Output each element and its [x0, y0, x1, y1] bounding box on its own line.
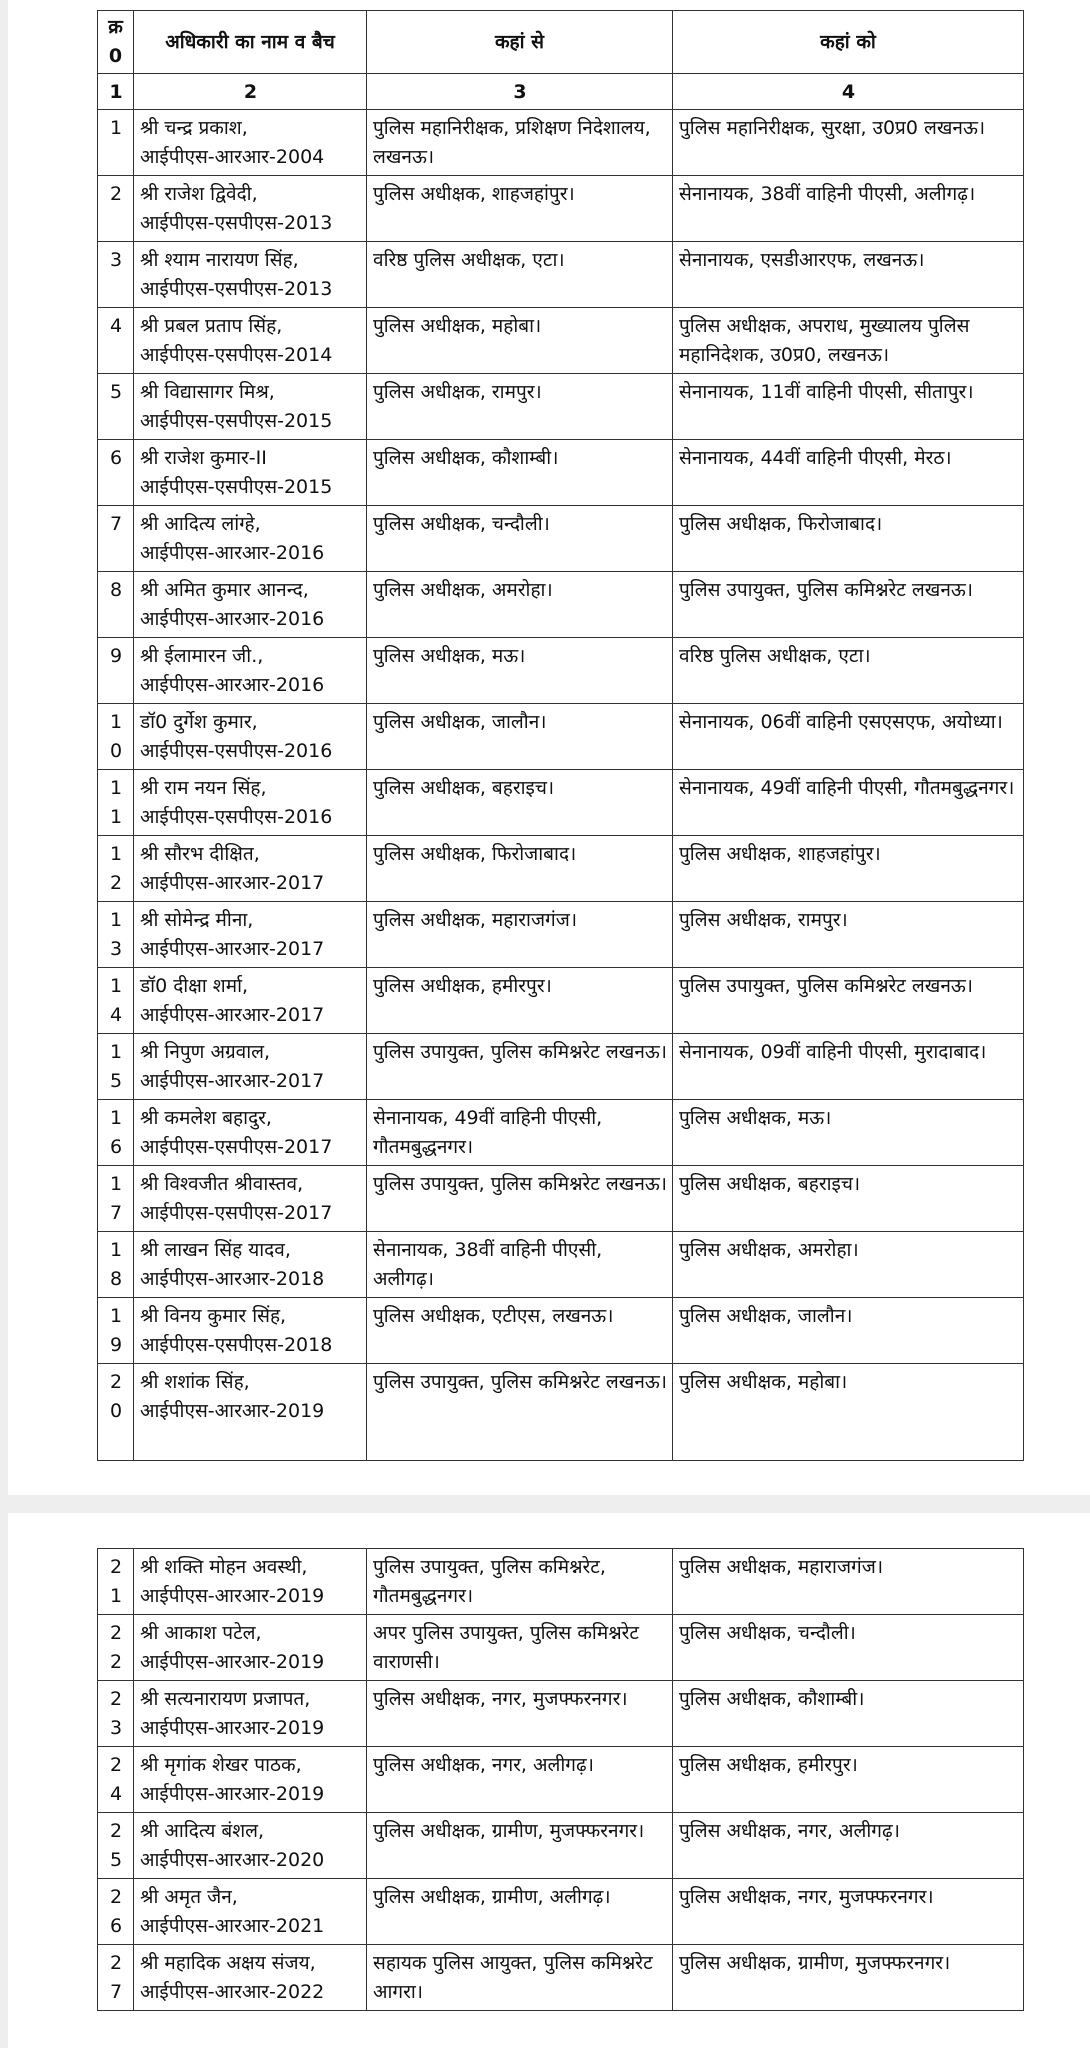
posted-to: सेनानायक, 06वीं वाहिनी एसएसएफ, अयोध्या। — [673, 704, 1024, 770]
officer-batch: आईपीएस-एसपीएस-2017 — [140, 1136, 333, 1158]
table-header-row — [98, 11, 1024, 74]
column-number: 4 — [673, 74, 1024, 110]
serial-number: 11 — [98, 770, 134, 836]
column-number: 3 — [367, 74, 673, 110]
column-number-row — [98, 74, 1024, 110]
serial-number: 16 — [98, 1100, 134, 1166]
table-row — [98, 770, 1024, 836]
table-row — [98, 572, 1024, 638]
table-row — [98, 638, 1024, 704]
posted-to: सेनानायक, 44वीं वाहिनी पीएसी, मेरठ। — [673, 440, 1024, 506]
table-row — [98, 506, 1024, 572]
posted-to: पुलिस अधीक्षक, शाहजहांपुर। — [673, 836, 1024, 902]
table-row — [98, 1100, 1024, 1166]
officer-name: श्री ईलामारन जी., — [140, 645, 264, 667]
officer-name: श्री अमित कुमार आनन्द, — [140, 579, 309, 601]
officer-batch: आईपीएस-एसपीएस-2017 — [140, 1202, 333, 1224]
table-row — [98, 836, 1024, 902]
posted-to: पुलिस अधीक्षक, कौशाम्बी। — [673, 1681, 1024, 1747]
officer-name: श्री सौरभ दीक्षित, — [140, 843, 260, 865]
officer-batch: आईपीएस-एसपीएस-2013 — [140, 278, 333, 300]
officer-name: श्री मृगांक शेखर पाठक, — [140, 1754, 302, 1776]
serial-number: 8 — [98, 572, 134, 638]
officer-name: श्री शशांक सिंह, — [140, 1371, 250, 1393]
serial-number: 26 — [98, 1879, 134, 1945]
posted-to: सेनानायक, 11वीं वाहिनी पीएसी, सीतापुर। — [673, 374, 1024, 440]
serial-number: 19 — [98, 1298, 134, 1364]
posted-to: पुलिस अधीक्षक, रामपुर। — [673, 902, 1024, 968]
posted-to: सेनानायक, एसडीआरएफ, लखनऊ। — [673, 242, 1024, 308]
serial-number: 23 — [98, 1681, 134, 1747]
serial-number: 5 — [98, 374, 134, 440]
posted-to: पुलिस अधीक्षक, हमीरपुर। — [673, 1747, 1024, 1813]
serial-number: 2 — [98, 176, 134, 242]
serial-number: 20 — [98, 1364, 134, 1461]
officer-cell — [134, 1166, 367, 1232]
officer-batch: आईपीएस-आरआर-2016 — [140, 542, 325, 564]
officer-batch: आईपीएस-आरआर-2018 — [140, 1268, 325, 1290]
column-number: 2 — [134, 74, 367, 110]
serial-number: 14 — [98, 968, 134, 1034]
header-to: कहां को — [673, 11, 1024, 74]
posted-from: पुलिस अधीक्षक, अमरोहा। — [367, 572, 673, 638]
posted-from: वरिष्ठ पुलिस अधीक्षक, एटा। — [367, 242, 673, 308]
officer-cell — [134, 1615, 367, 1681]
officer-batch: आईपीएस-आरआर-2017 — [140, 872, 325, 894]
table-row — [98, 902, 1024, 968]
officer-cell — [134, 308, 367, 374]
posted-to: पुलिस अधीक्षक, नगर, अलीगढ़। — [673, 1813, 1024, 1879]
officer-name: श्री विद्यासागर मिश्र, — [140, 381, 275, 403]
posted-from: पुलिस अधीक्षक, महोबा। — [367, 308, 673, 374]
officer-name: श्री चन्द्र प्रकाश, — [140, 117, 248, 139]
officer-batch: आईपीएस-आरआर-2021 — [140, 1915, 325, 1937]
table-row — [98, 374, 1024, 440]
officer-batch: आईपीएस-आरआर-2019 — [140, 1400, 325, 1422]
table-row — [98, 308, 1024, 374]
officer-name: श्री शक्ति मोहन अवस्थी, — [140, 1556, 308, 1578]
header-officer-name: अधिकारी का नाम व बैच — [134, 11, 367, 74]
officer-cell — [134, 638, 367, 704]
officer-cell — [134, 902, 367, 968]
posted-to: पुलिस अधीक्षक, चन्दौली। — [673, 1615, 1024, 1681]
officer-batch: आईपीएस-आरआर-2016 — [140, 608, 325, 630]
officer-cell — [134, 704, 367, 770]
posted-to: सेनानायक, 38वीं वाहिनी पीएसी, अलीगढ़। — [673, 176, 1024, 242]
posted-from: पुलिस उपायुक्त, पुलिस कमिश्नरेट लखनऊ। — [367, 1034, 673, 1100]
officer-cell — [134, 968, 367, 1034]
officer-batch: आईपीएस-एसपीएस-2018 — [140, 1334, 333, 1356]
posted-from: पुलिस अधीक्षक, शाहजहांपुर। — [367, 176, 673, 242]
officer-batch: आईपीएस-आरआर-2019 — [140, 1585, 325, 1607]
officer-batch: आईपीएस-आरआर-2022 — [140, 1981, 325, 2003]
serial-number: 13 — [98, 902, 134, 968]
table-row — [98, 440, 1024, 506]
serial-number: 1 — [98, 110, 134, 176]
posted-to: वरिष्ठ पुलिस अधीक्षक, एटा। — [673, 638, 1024, 704]
serial-number: 10 — [98, 704, 134, 770]
officer-cell — [134, 1232, 367, 1298]
posted-to: पुलिस अधीक्षक, ग्रामीण, मुजफ्फरनगर। — [673, 1945, 1024, 2011]
officer-name: श्री कमलेश बहादुर, — [140, 1107, 272, 1129]
officer-cell — [134, 1681, 367, 1747]
officer-name: श्री विनय कुमार सिंह, — [140, 1305, 287, 1327]
table-row — [98, 1879, 1024, 1945]
officer-name: श्री राजेश द्विवेदी, — [140, 183, 258, 205]
serial-number: 21 — [98, 1549, 134, 1615]
table-row — [98, 1615, 1024, 1681]
officer-batch: आईपीएस-आरआर-2019 — [140, 1651, 325, 1673]
posted-from: सेनानायक, 38वीं वाहिनी पीएसी, अलीगढ़। — [367, 1232, 673, 1298]
officer-name: श्री सत्यनारायण प्रजापत, — [140, 1688, 311, 1710]
officer-cell — [134, 770, 367, 836]
header-from: कहां से — [367, 11, 673, 74]
column-number: 1 — [98, 74, 134, 110]
officer-name: श्री महादिक अक्षय संजय, — [140, 1952, 316, 1974]
posted-to: पुलिस अधीक्षक, नगर, मुजफ्फरनगर। — [673, 1879, 1024, 1945]
posted-to: पुलिस उपायुक्त, पुलिस कमिश्नरेट लखनऊ। — [673, 572, 1024, 638]
header-serial: क्र0 — [98, 11, 134, 74]
officer-batch: आईपीएस-एसपीएस-2014 — [140, 344, 333, 366]
transfer-table-page-1 — [97, 10, 1024, 1461]
posted-to: पुलिस उपायुक्त, पुलिस कमिश्नरेट लखनऊ। — [673, 968, 1024, 1034]
officer-batch: आईपीएस-आरआर-2016 — [140, 674, 325, 696]
officer-batch: आईपीएस-आरआर-2019 — [140, 1783, 325, 1805]
officer-name: श्री राम नयन सिंह, — [140, 777, 267, 799]
posted-from: सहायक पुलिस आयुक्त, पुलिस कमिश्नरेट आगरा। — [367, 1945, 673, 2011]
table-row — [98, 1945, 1024, 2011]
officer-cell — [134, 176, 367, 242]
page-1 — [8, 0, 1090, 1495]
officer-name: श्री आदित्य बंशल, — [140, 1820, 265, 1842]
posted-from: पुलिस अधीक्षक, बहराइच। — [367, 770, 673, 836]
posted-from: पुलिस अधीक्षक, महाराजगंज। — [367, 902, 673, 968]
table-row — [98, 110, 1024, 176]
posted-from: पुलिस अधीक्षक, हमीरपुर। — [367, 968, 673, 1034]
officer-cell — [134, 1879, 367, 1945]
serial-number: 18 — [98, 1232, 134, 1298]
posted-to: पुलिस अधीक्षक, बहराइच। — [673, 1166, 1024, 1232]
table-body-page-1 — [98, 110, 1024, 1461]
officer-cell — [134, 1364, 367, 1461]
officer-batch: आईपीएस-आरआर-2017 — [140, 938, 325, 960]
serial-number: 4 — [98, 308, 134, 374]
table-row — [98, 242, 1024, 308]
posted-from: पुलिस अधीक्षक, फिरोजाबाद। — [367, 836, 673, 902]
officer-cell — [134, 1034, 367, 1100]
table-row — [98, 1813, 1024, 1879]
table-row — [98, 1681, 1024, 1747]
officer-batch: आईपीएस-एसपीएस-2015 — [140, 410, 333, 432]
officer-name: श्री अमृत जैन, — [140, 1886, 238, 1908]
officer-batch: आईपीएस-एसपीएस-2016 — [140, 740, 333, 762]
officer-batch: आईपीएस-आरआर-2004 — [140, 146, 325, 168]
serial-number: 3 — [98, 242, 134, 308]
officer-cell — [134, 374, 367, 440]
officer-cell — [134, 506, 367, 572]
officer-batch: आईपीएस-आरआर-2017 — [140, 1070, 325, 1092]
posted-from: पुलिस उपायुक्त, पुलिस कमिश्नरेट, गौतमबुद्धनगर। — [367, 1549, 673, 1615]
posted-from: पुलिस अधीक्षक, कौशाम्बी। — [367, 440, 673, 506]
posted-to: सेनानायक, 09वीं वाहिनी पीएसी, मुरादाबाद। — [673, 1034, 1024, 1100]
officer-cell — [134, 1100, 367, 1166]
posted-from: पुलिस अधीक्षक, ग्रामीण, अलीगढ़। — [367, 1879, 673, 1945]
transfer-table-page-2 — [97, 1548, 1024, 2011]
table-row — [98, 1232, 1024, 1298]
serial-number: 17 — [98, 1166, 134, 1232]
posted-from: पुलिस उपायुक्त, पुलिस कमिश्नरेट लखनऊ। — [367, 1166, 673, 1232]
serial-number: 22 — [98, 1615, 134, 1681]
posted-from: पुलिस अधीक्षक, ग्रामीण, मुजफ्फरनगर। — [367, 1813, 673, 1879]
posted-from: अपर पुलिस उपायुक्त, पुलिस कमिश्नरेट वाराणसी। — [367, 1615, 673, 1681]
posted-to: पुलिस अधीक्षक, अपराध, मुख्यालय पुलिस महानिदेशक, उ0प्र0, लखनऊ। — [673, 308, 1024, 374]
officer-name: श्री आदित्य लांग्हे, — [140, 513, 261, 535]
officer-name: श्री राजेश कुमार-II — [140, 447, 267, 469]
officer-name: श्री विश्वजीत श्रीवास्तव, — [140, 1173, 304, 1195]
serial-number: 9 — [98, 638, 134, 704]
posted-to: पुलिस अधीक्षक, अमरोहा। — [673, 1232, 1024, 1298]
officer-batch: आईपीएस-एसपीएस-2016 — [140, 806, 333, 828]
officer-name: डॉ0 दीक्षा शर्मा, — [140, 975, 249, 997]
table-row — [98, 1364, 1024, 1461]
officer-cell — [134, 1549, 367, 1615]
officer-cell — [134, 836, 367, 902]
posted-to: पुलिस अधीक्षक, जालौन। — [673, 1298, 1024, 1364]
officer-batch: आईपीएस-आरआर-2020 — [140, 1849, 325, 1871]
officer-batch: आईपीएस-आरआर-2019 — [140, 1717, 325, 1739]
table-row — [98, 968, 1024, 1034]
officer-name: श्री निपुण अग्रवाल, — [140, 1041, 271, 1063]
posted-from: पुलिस अधीक्षक, नगर, अलीगढ़। — [367, 1747, 673, 1813]
posted-from: पुलिस अधीक्षक, मऊ। — [367, 638, 673, 704]
officer-batch: आईपीएस-एसपीएस-2013 — [140, 212, 333, 234]
posted-to: पुलिस अधीक्षक, महाराजगंज। — [673, 1549, 1024, 1615]
officer-cell — [134, 1945, 367, 2011]
posted-from: पुलिस अधीक्षक, एटीएस, लखनऊ। — [367, 1298, 673, 1364]
officer-batch: आईपीएस-एसपीएस-2015 — [140, 476, 333, 498]
table-row — [98, 1034, 1024, 1100]
officer-name: श्री सोमेन्द्र मीना, — [140, 909, 254, 931]
officer-name: डॉ0 दुर्गेश कुमार, — [140, 711, 258, 733]
serial-number: 25 — [98, 1813, 134, 1879]
serial-number: 15 — [98, 1034, 134, 1100]
posted-from: पुलिस अधीक्षक, चन्दौली। — [367, 506, 673, 572]
posted-to: पुलिस अधीक्षक, मऊ। — [673, 1100, 1024, 1166]
officer-cell — [134, 110, 367, 176]
officer-name: श्री श्याम नारायण सिंह, — [140, 249, 299, 271]
officer-cell — [134, 440, 367, 506]
posted-from: सेनानायक, 49वीं वाहिनी पीएसी, गौतमबुद्धनगर। — [367, 1100, 673, 1166]
officer-name: श्री प्रबल प्रताप सिंह, — [140, 315, 283, 337]
serial-number: 24 — [98, 1747, 134, 1813]
serial-number: 6 — [98, 440, 134, 506]
posted-to: पुलिस अधीक्षक, फिरोजाबाद। — [673, 506, 1024, 572]
table-row — [98, 1747, 1024, 1813]
table-row — [98, 1298, 1024, 1364]
officer-name: श्री आकाश पटेल, — [140, 1622, 262, 1644]
posted-to: पुलिस अधीक्षक, महोबा। — [673, 1364, 1024, 1461]
officer-name: श्री लाखन सिंह यादव, — [140, 1239, 291, 1261]
officer-cell — [134, 1298, 367, 1364]
posted-from: पुलिस महानिरीक्षक, प्रशिक्षण निदेशालय, लखनऊ। — [367, 110, 673, 176]
officer-cell — [134, 242, 367, 308]
serial-number: 27 — [98, 1945, 134, 2011]
posted-from: पुलिस अधीक्षक, जालौन। — [367, 704, 673, 770]
posted-to: पुलिस महानिरीक्षक, सुरक्षा, उ0प्र0 लखनऊ। — [673, 110, 1024, 176]
table-body-page-2 — [98, 1549, 1024, 2011]
officer-cell — [134, 572, 367, 638]
posted-from: पुलिस अधीक्षक, रामपुर। — [367, 374, 673, 440]
posted-to: सेनानायक, 49वीं वाहिनी पीएसी, गौतमबुद्धनगर। — [673, 770, 1024, 836]
serial-number: 12 — [98, 836, 134, 902]
table-row — [98, 1166, 1024, 1232]
page-2 — [8, 1513, 1090, 2048]
table-row — [98, 704, 1024, 770]
posted-from: पुलिस अधीक्षक, नगर, मुजफ्फरनगर। — [367, 1681, 673, 1747]
officer-cell — [134, 1747, 367, 1813]
table-row — [98, 176, 1024, 242]
serial-number: 7 — [98, 506, 134, 572]
table-row — [98, 1549, 1024, 1615]
officer-batch: आईपीएस-आरआर-2017 — [140, 1004, 325, 1026]
officer-cell — [134, 1813, 367, 1879]
posted-from: पुलिस उपायुक्त, पुलिस कमिश्नरेट लखनऊ। — [367, 1364, 673, 1461]
